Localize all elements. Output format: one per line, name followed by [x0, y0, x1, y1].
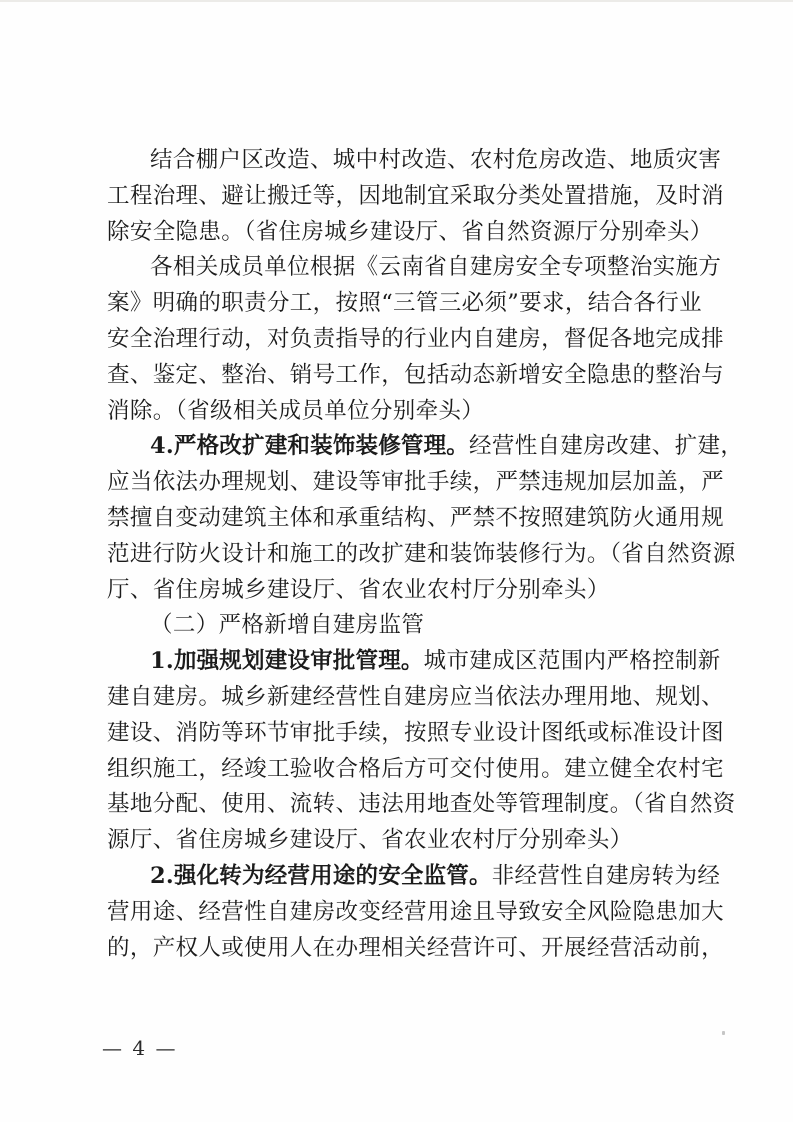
text-line: 除安全隐患。（省住房城乡建设厅、省自然资源厅分别牵头） — [107, 218, 713, 245]
text-line: 范进行防火设计和施工的改扩建和装饰装修行为。（省自然资源 — [107, 540, 736, 567]
text-line: 各相关成员单位根据《云南省自建房安全专项整治实施方 — [150, 254, 722, 281]
text-line: 安全治理行动，对负责指导的行业内自建房，督促各地完成排 — [107, 325, 724, 352]
text-line: 禁擅自变动建筑主体和承重结构、严禁不按照建筑防火通用规 — [107, 504, 724, 531]
text-line: 营用途、经营性自建房改变经营用途且导致安全风险隐患加大 — [107, 898, 724, 925]
text-run: 城市建成区范围内严格控制新 — [423, 648, 721, 675]
clause-title: 2.强化转为经营用途的安全监管。 — [150, 862, 492, 889]
section-heading-new-construction — [107, 608, 717, 644]
scan-speck-artifact — [722, 1031, 725, 1035]
text-line — [107, 859, 721, 895]
text-line — [107, 429, 744, 465]
paragraph-disposal-measures — [107, 143, 724, 250]
text-line: 源厅、省住房城乡建设厅、省农业农村厅分别牵头） — [107, 827, 633, 854]
paragraph-member-units — [107, 250, 724, 429]
text-line — [107, 644, 721, 680]
clause-title: 4.严格改扩建和装饰装修管理。 — [150, 433, 469, 460]
text-line: 组织施工，经竣工验收合格后方可交付使用。建立健全农村宅 — [107, 755, 724, 782]
page-number: — 4 — — [102, 1036, 178, 1060]
text-line: 厅、省住房城乡建设厅、省农业农村厅分别牵头） — [107, 576, 610, 603]
text-run: 非经营性自建房转为经 — [491, 862, 721, 889]
clause-title: 1.加强规划建设审批管理。 — [150, 648, 424, 675]
clause-business-use-supervision — [107, 859, 724, 966]
text-line: 消除。（省级相关成员单位分别牵头） — [107, 397, 485, 424]
clause-planning-approval — [107, 644, 736, 859]
text-line: 的，产权人或使用人在办理相关经营许可、开展经营活动前， — [107, 934, 724, 961]
clause-renovation-management — [107, 429, 744, 608]
text-line: 应当依法办理规划、建设等审批手续，严禁违规加层加盖，严 — [107, 469, 724, 496]
scan-edge-artifact — [0, 0, 793, 2]
text-line: 基地分配、使用、流转、违法用地查处等管理制度。（省自然资 — [107, 791, 736, 818]
text-run: 经营性自建房改建、扩建， — [469, 433, 744, 460]
text-line: 案》明确的职责分工，按照“三管三必须”要求，结合各行业 — [107, 290, 702, 317]
text-line: 建设、消防等环节审批手续，按照专业设计图纸或标准设计图 — [107, 719, 724, 746]
text-line: 建自建房。城乡新建经营性自建房应当依法办理用地、规划、 — [107, 683, 724, 710]
document-body — [107, 143, 744, 966]
text-line: 结合棚户区改造、城中村改造、农村危房改造、地质灾害 — [150, 147, 722, 173]
text-line: 工程治理、避让搬迁等，因地制宜采取分类处置措施，及时消 — [107, 182, 724, 209]
text-line: 查、鉴定、整治、销号工作，包括动态新增安全隐患的整治与 — [107, 361, 724, 388]
section-heading-text: （二）严格新增自建房监管 — [150, 612, 425, 639]
